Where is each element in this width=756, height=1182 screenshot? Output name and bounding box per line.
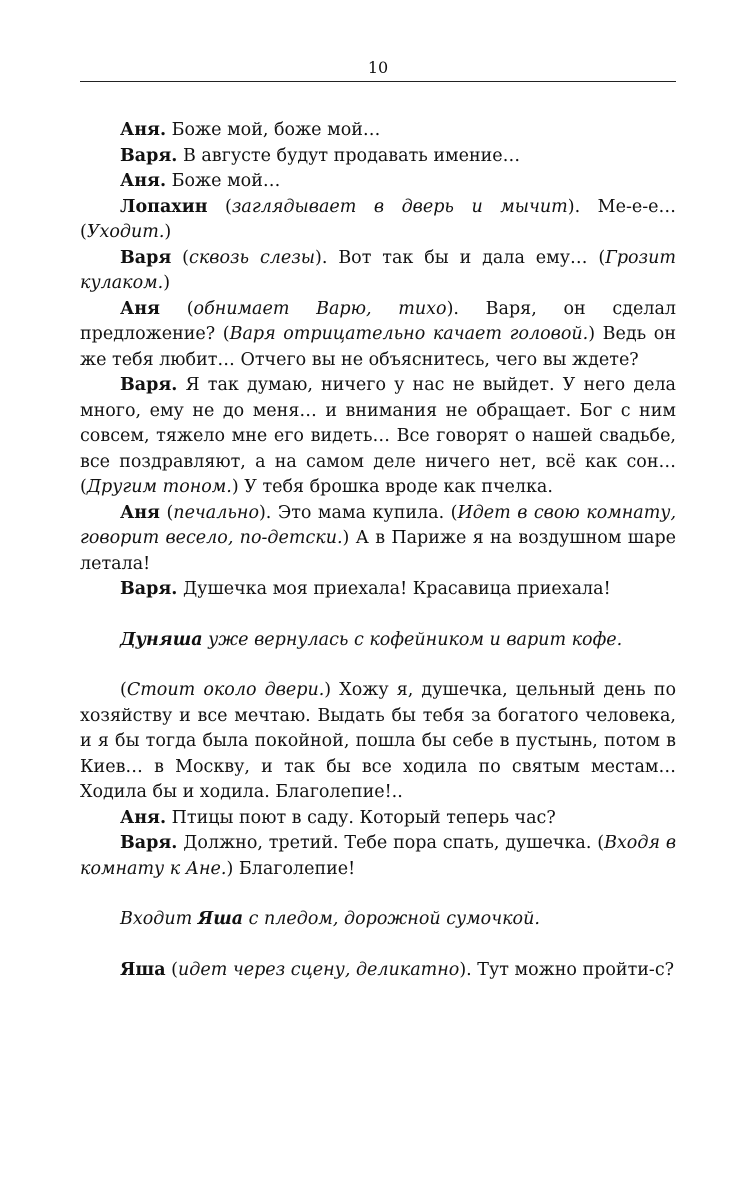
speaker-name: Варя xyxy=(120,247,172,268)
dialogue-line: Аня (обнимает Варю, тихо). Варя, он сделал предложение? (Варя отрицательно качает головой.) Ведь он же тебя любит… Отчего вы не объяснитесь, чего вы ждете? xyxy=(80,298,676,370)
dialogue-line: Яша (идет через сцену, деликатно). Тут можно пройти-с? xyxy=(120,959,675,980)
character-name: Яша xyxy=(197,909,244,929)
stage-direction-block: Дуняша уже вернулась с кофейником и варит кофе. xyxy=(120,629,623,650)
page-number: 10 xyxy=(367,58,389,77)
speaker-name: Варя. xyxy=(120,375,178,395)
dialogue-line: Варя. Должно, третий. Тебе пора спать, душечка. (Входя в комнату к Ане.) Благолепие! xyxy=(80,833,676,879)
dialogue-line: Аня. Боже мой… xyxy=(120,171,281,191)
dialogue-line: (Стоит около двери.) Хожу я, душечка, цельный день по хозяйству и все мечтаю. Выдать бы тебя за богатого человека, и я бы тогда была покойной, пошла бы себе в пустынь, потом в Киев… в Москву, и так бы все ходила по святым местам… Ходила бы и ходила. Благолепие!.. xyxy=(80,680,676,802)
stage-direction: Входя в комнату к Ане. xyxy=(80,833,676,879)
dialogue-line: Варя. В августе будут продавать имение… xyxy=(120,145,521,166)
character-name: Дуняша xyxy=(120,629,203,650)
speaker-name: Аня xyxy=(120,298,160,319)
stage-direction: Стоит около двери. xyxy=(126,680,325,700)
dialogue-line: Аня. Боже мой, боже мой… xyxy=(120,120,381,140)
stage-direction: печально xyxy=(173,502,259,523)
stage-direction: заглядывает в дверь и мычит xyxy=(231,196,568,217)
dialogue-line: Варя. Я так думаю, ничего у нас не выйдет. У него дела много, ему не до меня… и внимания не обращает. Бог с ним совсем, тяжело мне его видеть… Все говорят о нашей свадьбе, все поздравляют, а на самом деле ничего нет, всё как сон… (Другим тоном.) У тебя брошка вроде как пчелка. xyxy=(80,375,676,497)
stage-direction: Варя отрицательно качает головой. xyxy=(229,324,589,344)
dialogue-line: Варя (сквозь слезы). Вот так бы и дала ему… (Грозит кулаком.) xyxy=(80,247,676,293)
speaker-name: Аня xyxy=(120,502,160,523)
speaker-name: Аня. xyxy=(120,171,167,191)
speaker-name: Лопахин xyxy=(120,196,208,217)
stage-direction: сквозь слезы xyxy=(189,247,316,268)
dialogue-line: Лопахин (заглядывает в дверь и мычит). Ме-е-е… (Уходит.) xyxy=(80,196,676,242)
speaker-name: Яша xyxy=(120,959,166,980)
stage-direction: идет через сцену, деликатно xyxy=(177,959,460,980)
speaker-name: Варя. xyxy=(120,833,178,853)
stage-direction: Грозит кулаком. xyxy=(80,247,676,293)
speaker-name: Варя. xyxy=(120,579,178,599)
dialogue-line: Аня. Птицы поют в саду. Который теперь час? xyxy=(120,807,556,828)
header-rule xyxy=(80,81,676,82)
stage-direction: обнимает Варю, тихо xyxy=(193,298,447,319)
speaker-name: Аня. xyxy=(120,807,167,828)
speaker-name: Аня. xyxy=(120,120,167,140)
dialogue-line: Аня (печально). Это мама купила. (Идет в свою комнату, говорит весело, по-детски.) А в Париже я на воздушном шаре летала! xyxy=(80,502,677,574)
stage-direction: Другим тоном. xyxy=(86,477,232,497)
play-text xyxy=(80,118,676,983)
speaker-name: Варя. xyxy=(120,145,178,166)
dialogue-line: Варя. Душечка моя приехала! Красавица приехала! xyxy=(120,579,611,599)
stage-direction: Уходит. xyxy=(86,222,165,242)
stage-direction: Идет в свою комнату, говорит весело, по-детски. xyxy=(80,502,677,548)
stage-direction-block: Входит Яша с пледом, дорожной сумочкой. xyxy=(120,909,540,929)
